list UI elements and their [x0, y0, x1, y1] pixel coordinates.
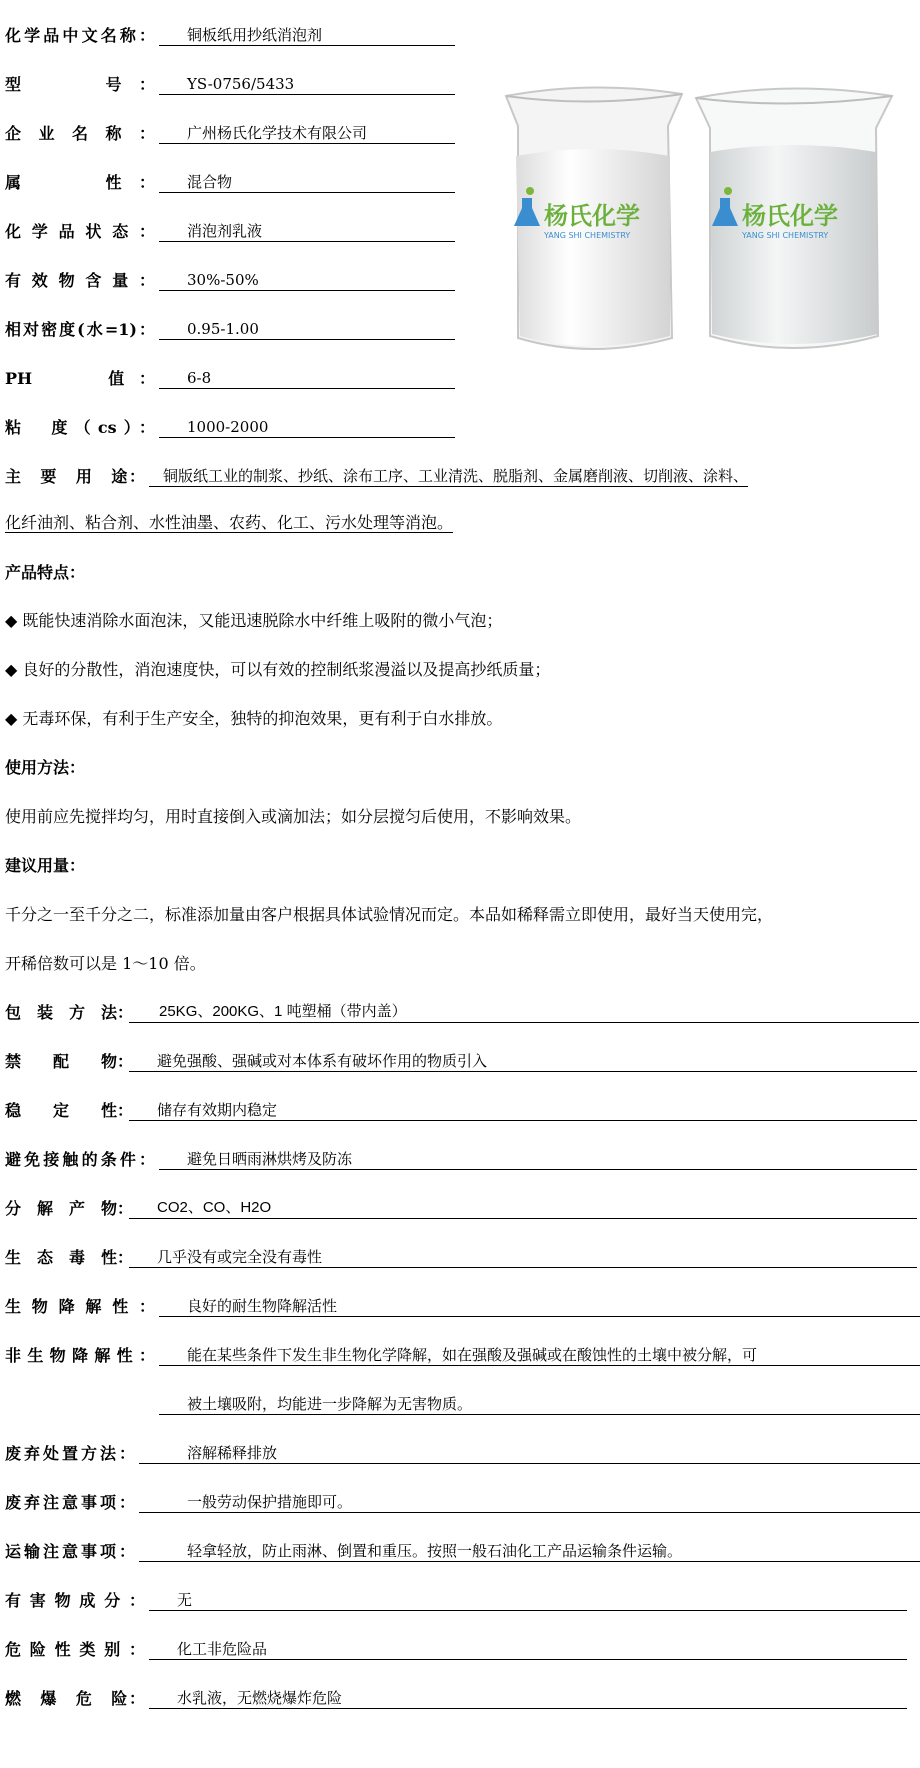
- dosage-line1: 千分之一至千分之二，标准添加量由客户根据具体试验情况而定。本品如稀释需立即使用，最好当天使用完，: [5, 905, 774, 924]
- field-transport: 运输注意事项： 轻拿轻放，防止雨淋、倒置和重压。按照一般石油化工产品运输条件运输。: [5, 1532, 920, 1562]
- field-content: 有效物含量： 30%-50%: [5, 261, 455, 291]
- field-decomposition: 分 解 产 物： CO2、CO、H2O: [5, 1189, 917, 1219]
- field-nonbio-line2: 被土壤吸附，均能进一步降解为无害物质。: [159, 1385, 920, 1415]
- field-nonbio: 非生物降解性： 能在某些条件下发生非生物化学降解，如在强酸及强碱或在酸蚀性的土壤中被分解，可: [5, 1336, 920, 1366]
- logo-en-text: YANG SHI CHEMISTRY: [742, 231, 829, 240]
- field-name: 化学品中文名称： 铜板纸用抄纸消泡剂: [5, 16, 455, 46]
- feature-item: ◆ 无毒环保，有利于生产安全，独特的抑泡效果，更有利于白水排放。: [5, 709, 503, 728]
- features-title: 产品特点：: [5, 563, 86, 582]
- field-usage: 主 要 用 途： 铜版纸工业的制浆、抄纸、涂布工序、工业清洗、脱脂剂、金属磨削液、切削液、涂料、: [5, 467, 749, 486]
- field-hazardous: 有害物成分： 无: [5, 1581, 907, 1611]
- dosage-line2: 开稀倍数可以是 1～10 倍。: [5, 954, 206, 973]
- field-disposal: 废弃处置方法： 溶解稀释排放: [5, 1434, 920, 1464]
- field-state: 化学品状态： 消泡剂乳液: [5, 212, 455, 242]
- logo-cn-text: 杨氏化学: [544, 202, 640, 230]
- field-avoid-conditions: 避免接触的条件： 避免日晒雨淋烘烤及防冻: [5, 1140, 917, 1170]
- field-hazard-class: 危险性类别： 化工非危险品: [5, 1630, 907, 1660]
- field-incompatible: 禁 配 物： 避免强酸、强碱或对本体系有破坏作用的物质引入: [5, 1042, 917, 1072]
- product-beakers-image: [492, 78, 916, 370]
- feature-item: ◆ 良好的分散性，消泡速度快，可以有效的控制纸浆漫溢以及提高抄纸质量；: [5, 660, 551, 679]
- logo-cn-text: 杨氏化学: [742, 202, 838, 230]
- field-biodegradability: 生物降解性： 良好的耐生物降解活性: [5, 1287, 920, 1317]
- field-density: 相对密度(水=1)： 0.95-1.00: [5, 310, 455, 340]
- field-model: 型 号： YS-0756/5433: [5, 65, 455, 95]
- method-text: 使用前应先搅拌均匀，用时直接倒入或滴加法；如分层搅匀后使用，不影响效果。: [5, 807, 582, 826]
- field-viscosity: 粘 度（cs）： 1000-2000: [5, 408, 455, 438]
- field-ecotoxicity: 生 态 毒 性： 几乎没有或完全没有毒性: [5, 1238, 917, 1268]
- field-property: 属 性： 混合物: [5, 163, 455, 193]
- field-packing: 包 装 方 法： 25KG、200KG、1 吨塑桶（带内盖）: [5, 993, 919, 1023]
- dosage-title: 建议用量：: [5, 856, 86, 875]
- field-company: 企业名称： 广州杨氏化学技术有限公司: [5, 114, 455, 144]
- field-explosion: 燃 爆 危 险： 水乳液，无燃烧爆炸危险: [5, 1679, 907, 1709]
- field-ph: PH 值： 6-8: [5, 359, 455, 389]
- field-stability: 稳 定 性： 储存有效期内稳定: [5, 1091, 917, 1121]
- field-disposal-notes: 废弃注意事项： 一般劳动保护措施即可。: [5, 1483, 920, 1513]
- logo-en-text: YANG SHI CHEMISTRY: [544, 231, 631, 240]
- method-title: 使用方法：: [5, 758, 86, 777]
- feature-item: ◆ 既能快速消除水面泡沫，又能迅速脱除水中纤维上吸附的微小气泡；: [5, 611, 503, 630]
- usage-line2: 化纤油剂、粘合剂、水性油墨、农药、化工、污水处理等消泡。: [5, 513, 454, 532]
